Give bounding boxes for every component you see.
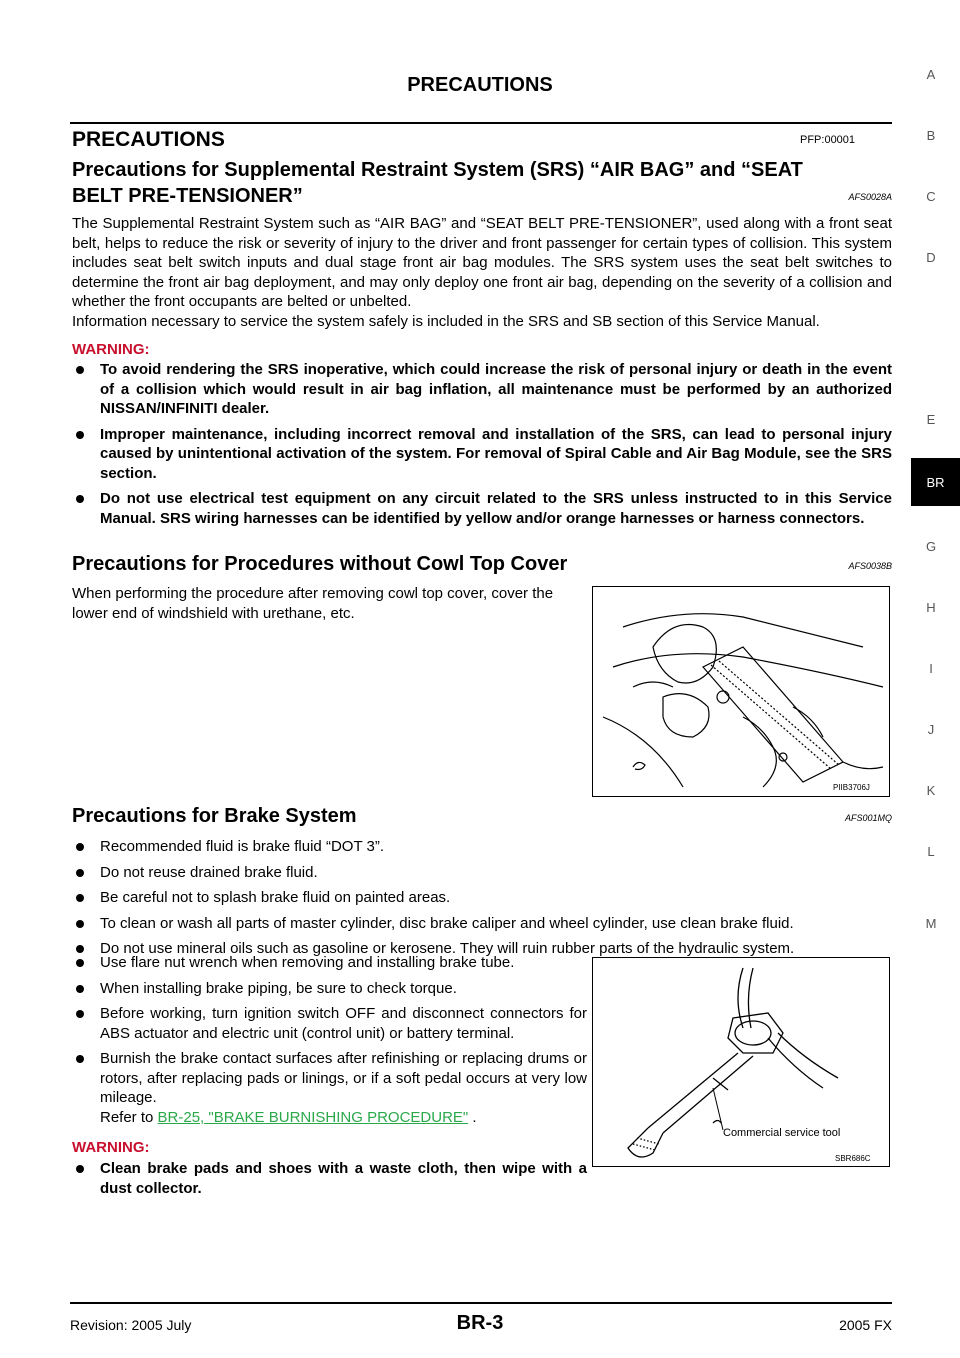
bullet-icon	[76, 959, 84, 967]
srs-paragraph-2: Information necessary to service the system safely is included in the SRS and SB section of this Service Manual.	[72, 312, 820, 330]
bullet-icon	[76, 1165, 84, 1173]
srs-warning-label: WARNING:	[72, 341, 150, 358]
side-tab-l[interactable]: L	[927, 844, 935, 859]
bullet-icon	[76, 431, 84, 439]
commercial-service-tool-label: Commercial service tool	[723, 1127, 841, 1139]
brake-list-full	[72, 837, 892, 965]
brake-tool-figure	[592, 957, 890, 1167]
bullet-icon	[76, 1010, 84, 1018]
side-tab-m[interactable]: M	[925, 916, 937, 931]
list-item: Use flare nut wrench when removing and installing brake tube.	[72, 953, 587, 973]
page-header-title: PRECAUTIONS	[407, 74, 553, 96]
srs-title-line2: BELT PRE-TENSIONER”	[72, 185, 303, 207]
list-item: To clean or wash all parts of master cylinder, disc brake caliper and wheel cylinder, use clean brake fluid.	[72, 914, 892, 934]
side-tab-a[interactable]: A	[926, 67, 936, 82]
side-tab-g[interactable]: G	[925, 539, 937, 554]
list-item: To avoid rendering the SRS inoperative, which could increase the risk of personal injury or death in the event of a collision which would result in air bag inflation, all maintenance must be performed by an authorized NISSAN/INFINITI dealer.	[72, 360, 892, 419]
list-item: Before working, turn ignition switch OFF and disconnect connectors for ABS actuator and electric unit (control unit) or battery terminal.	[72, 1004, 587, 1043]
srs-paragraph-1: The Supplemental Restraint System such as “AIR BAG” and “SEAT BELT PRE-TENSIONER”, used along with a front seat belt, helps to reduce the risk or severity of injury to the driver and front passenger for certain types of collision. This system includes seat belt switch inputs and dual stage front air bag modules. The SRS system uses the seat belt switches to determine the front air bag deployment, and may only deploy one front air bag, depending on the severity of a collision and whether the front occupants are belted or unbelted.	[72, 215, 892, 310]
list-item: Do not use electrical test equipment on any circuit related to the SRS unless instructed to in this Service Manual. SRS wiring harnesses can be identified by yellow and/or orange harnesses or harness connectors.	[72, 489, 892, 528]
list-item: Clean brake pads and shoes with a waste cloth, then wipe with a dust collector.	[72, 1159, 587, 1198]
list-item: Do not use mineral oils such as gasoline or kerosene. They will ruin rubber parts of the hydraulic system.	[72, 939, 892, 959]
bullet-icon	[76, 894, 84, 902]
side-tab-d[interactable]: D	[926, 250, 936, 265]
bullet-icon	[76, 366, 84, 374]
burnishing-procedure-link[interactable]: BR-25, "BRAKE BURNISHING PROCEDURE"	[157, 1108, 469, 1126]
footer-model: 2005 FX	[839, 1317, 892, 1333]
bullet-icon	[76, 945, 84, 953]
list-item: When installing brake piping, be sure to check torque.	[72, 979, 587, 999]
section-title: PRECAUTIONS	[72, 128, 225, 151]
side-tab-c[interactable]: C	[926, 189, 936, 204]
section-code: PFP:00001	[800, 134, 856, 146]
srs-section	[72, 157, 892, 209]
side-tab-k[interactable]: K	[926, 783, 936, 798]
side-tab-j[interactable]: J	[927, 722, 935, 737]
bullet-icon	[76, 869, 84, 877]
page-number: BR-3	[456, 1312, 504, 1334]
cowl-section	[72, 551, 892, 577]
bullet-icon	[76, 1055, 84, 1063]
header-rule	[70, 122, 892, 124]
side-tab-e[interactable]: E	[926, 412, 936, 427]
list-item: Recommended fluid is brake fluid “DOT 3”.	[72, 837, 892, 857]
srs-warning-list	[72, 360, 892, 528]
side-tab-br-active[interactable]: BR	[911, 458, 960, 506]
cowl-figure-code: PIIB3706J	[833, 783, 870, 792]
cowl-title: Precautions for Procedures without Cowl Top Cover	[72, 553, 568, 575]
list-item: Improper maintenance, including incorrect removal and installation of the SRS, can lead to personal injury caused by unintentional activation of the system. For removal of Spiral Cable and Air Bag Module, see the SRS section.	[72, 425, 892, 484]
side-tab-i[interactable]: I	[929, 661, 933, 676]
bullet-icon	[76, 985, 84, 993]
list-item: Burnish the brake contact surfaces after refinishing or replacing drums or rotors, after replacing pads or linings, or if a soft pedal occurs at very low mileage. Refer to BR-25, "BRAKE BURNISHING PROCEDURE" .	[72, 1049, 587, 1127]
brake-list-narrow	[72, 953, 587, 1133]
list-item: Be careful not to splash brake fluid on painted areas.	[72, 888, 892, 908]
brake-warning-label: WARNING:	[72, 1139, 150, 1156]
cowl-code: AFS0038B	[848, 561, 892, 571]
srs-code: AFS0028A	[848, 192, 892, 202]
bullet-icon	[76, 843, 84, 851]
brake-code: AFS001MQ	[844, 813, 892, 823]
cowl-text: When performing the procedure after removing cowl top cover, cover the lower end of windshield with urethane, etc.	[72, 585, 554, 622]
footer-rule	[70, 1302, 892, 1304]
brake-warning-list	[72, 1159, 587, 1204]
cowl-illustration-icon	[593, 587, 889, 796]
brake-section	[72, 803, 892, 829]
bullet-icon	[76, 920, 84, 928]
bullet-icon	[76, 495, 84, 503]
brake-figure-code: SBR686C	[835, 1154, 871, 1163]
srs-title-line1: Precautions for Supplemental Restraint System (SRS) “AIR BAG” and “SEAT	[72, 159, 803, 181]
cowl-figure	[592, 586, 890, 797]
footer-revision: Revision: 2005 July	[70, 1317, 192, 1333]
side-tab-h[interactable]: H	[926, 600, 936, 615]
side-tab-b[interactable]: B	[926, 128, 936, 143]
flare-nut-wrench-icon	[593, 958, 889, 1166]
srs-body	[72, 214, 892, 534]
brake-title: Precautions for Brake System	[72, 805, 357, 827]
list-item: Do not reuse drained brake fluid.	[72, 863, 892, 883]
